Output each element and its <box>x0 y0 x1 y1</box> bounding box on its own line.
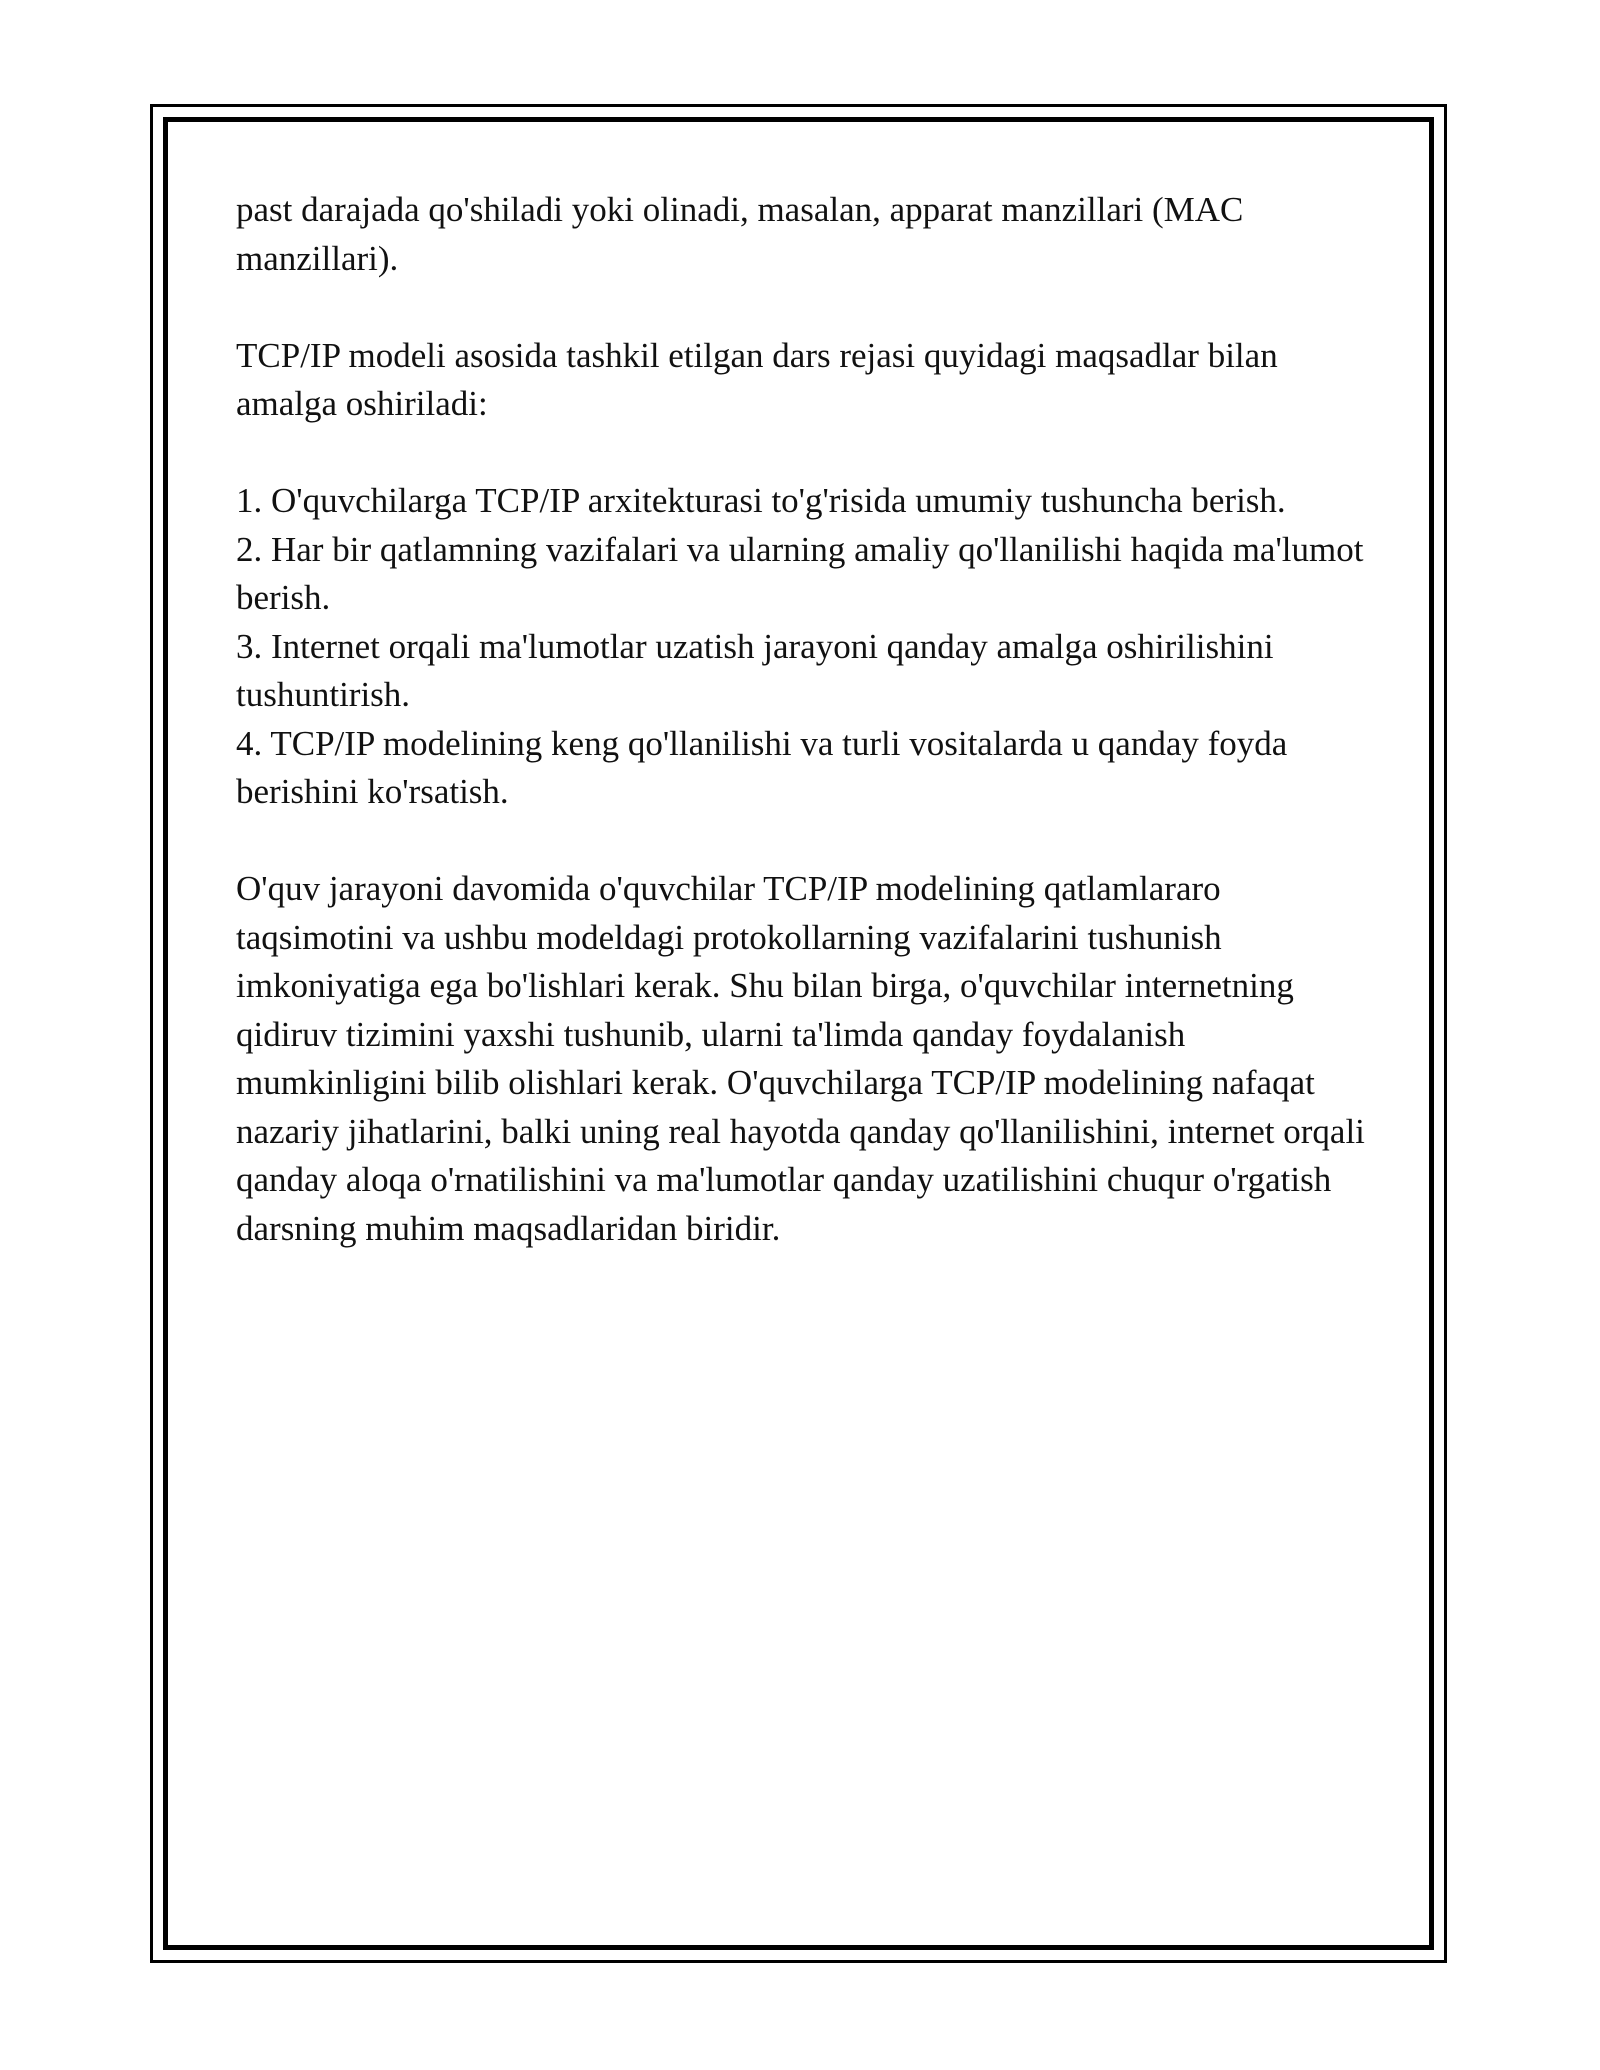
paragraph-intro: TCP/IP modeli asosida tashkil etilgan dars rejasi quyidagi maqsadlar bilan amalga oshiriladi: <box>236 335 1278 423</box>
paragraph-continuation: past darajada qo'shiladi yoki olinadi, masalan, apparat manzillari (MAC manzillari). <box>236 190 1244 278</box>
page-body <box>236 186 1376 1253</box>
list-item: 2. Har bir qatlamning vazifalari va ularning amaliy qo'llanilishi haqida ma'lumot berish. <box>236 529 1364 617</box>
paragraph-conclusion: O'quv jarayoni davomida o'quvchilar TCP/IP modelining qatlamlararo taqsimotini va ushbu modeldagi protokollarning vazifalarini tushunish imkoniyatiga ega bo'lishlari kerak. Shu bilan birga, o'quvchilar internetning qidiruv tizimini yaxshi tushunib, ularni ta'limda qanday foydalanish mumkinligini bilib olishlari kerak. O'quvchilarga TCP/IP modelining nafaqat nazariy jihatlarini, balki uning real hayotda qanday qo'llanilishini, internet orqali qanday aloqa o'rnatilishini va ma'lumotlar qanday uzatilishini chuqur o'rgatish darsning muhim maqsadlaridan biridir. <box>236 869 1365 1248</box>
list-item: 1. O'quvchilarga TCP/IP arxitekturasi to'g'risida umumiy tushuncha berish. <box>236 481 1286 520</box>
paragraph-gap <box>236 429 1376 478</box>
list-item: 4. TCP/IP modelining keng qo'llanilishi va turli vositalarda u qanday foyda berishini ko'rsatish. <box>236 723 1288 811</box>
goals-list <box>236 477 1376 817</box>
paragraph-gap <box>236 283 1376 332</box>
paragraph-gap <box>236 817 1376 866</box>
list-item: 3. Internet orqali ma'lumotlar uzatish jarayoni qanday amalga oshirilishini tushuntirish. <box>236 626 1274 714</box>
